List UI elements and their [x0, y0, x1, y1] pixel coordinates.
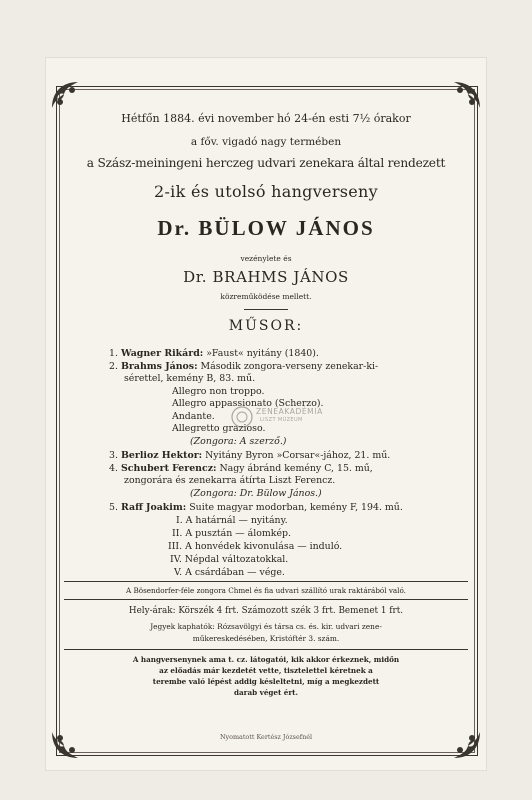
library-stamp [230, 403, 323, 433]
tickets-line: Jegyek kaphatók: Rózsavölgyi és társa cs. és. kir. udvari zene- [150, 622, 382, 631]
movement: Allegretto grazioso. [172, 423, 266, 434]
divider [64, 599, 468, 600]
piano-note: A Bösendorfer-féle zongora Chmel és fia udvari szállító urak raktárából való. [126, 586, 406, 595]
seal-icon [230, 405, 254, 429]
work-title: Második zongora-verseny zenekar-ki- [197, 361, 379, 372]
composer-name: Schubert Ferencz: [121, 463, 217, 474]
venue-line: a főv. vigadó nagy termében [190, 136, 342, 148]
printer-line: Nyomatott Kertész Józsefnél [219, 733, 313, 741]
work-title: Nagy ábránd kemény C, 15. mű, [216, 463, 373, 474]
notice-line: darab véget ért. [233, 688, 298, 697]
notice-line: A hangversenynek ama t. cz. látogatói, kik akkor érkeznek, midőn [132, 655, 400, 664]
soloist-name: Dr. BRAHMS JÁNOS [183, 268, 349, 286]
work-title-continued: zongorára és zenekarra átírta Liszt Ferencz. [124, 475, 336, 486]
divider [64, 649, 468, 650]
divider [244, 309, 288, 310]
movement: II. A pusztán — álomkép. [172, 528, 291, 539]
work-title: »Faust« nyitány (1840). [203, 348, 319, 359]
work-title: Suite magyar modorban, kemény F, 194. mű. [186, 502, 403, 513]
tickets-line: műkereskedésében, Kristóftér 3. szám. [192, 634, 340, 643]
composer-name: Wagner Rikárd: [121, 348, 204, 359]
movement: Andante. [172, 411, 215, 422]
soloist-role: közreműködése mellett. [220, 292, 312, 301]
movement: I. A határnál — nyitány. [176, 515, 288, 526]
item-number: 2. [109, 361, 118, 372]
performer-note: (Zongora: Dr. Bülow János.) [190, 488, 322, 499]
composer-name: Raff Joakim: [121, 502, 187, 513]
movement: III. A honvédek kivonulása — induló. [168, 541, 343, 552]
notice-line: terembe való lépést addig késleltetni, míg a megkezdett [152, 677, 380, 686]
prices-line: Hely-árak: Körszék 4 frt. Számozott szék 3 frt. Bemenet 1 frt. [128, 606, 404, 616]
program-item-3 [104, 450, 390, 461]
composer-name: Berlioz Hektor: [121, 450, 203, 461]
item-number: 4. [109, 463, 118, 474]
movement: Allegro non troppo. [172, 386, 265, 397]
corner-ornament-icon [450, 78, 484, 112]
conductor-role: vezénylete és [240, 254, 292, 263]
item-number: 1. [109, 348, 118, 359]
composer-name: Brahms János: [121, 361, 198, 372]
item-number: 3. [109, 450, 118, 461]
program-item-4 [104, 463, 373, 474]
program-item-1 [104, 348, 319, 359]
movement: V. A csárdában — vége. [174, 567, 285, 578]
orchestra-line: a Szász-meiningeni herczeg udvari zenekara által rendezett [86, 156, 446, 170]
program-item-5 [104, 502, 403, 513]
divider [64, 581, 468, 582]
movement: IV. Népdal változatokkal. [170, 554, 289, 565]
corner-ornament-icon [48, 78, 82, 112]
item-number: 5. [109, 502, 118, 513]
program-item-2 [104, 361, 378, 372]
performer-note: (Zongora: A szerző.) [190, 436, 287, 447]
conductor-name: Dr. BÜLOW JÁNOS [157, 216, 375, 240]
work-title: Nyitány Byron »Corsar«-jához, 21. mű. [202, 450, 391, 461]
work-title-continued: sérettel, kemény B, 83. mű. [124, 373, 256, 384]
program-heading: MŰSOR: [228, 318, 304, 334]
concert-title: 2-ik és utolsó hangverseny [153, 182, 379, 201]
stamp-text: ZENEAKADÉMIA [256, 407, 323, 416]
stamp-text: LISZT MÚZEUM [260, 417, 303, 423]
date-line: Hétfőn 1884. évi november hó 24-én esti 7½ órakor [121, 112, 411, 125]
notice-line: az előadás már kezdetét vette, tisztelettel kéretnek a [159, 666, 373, 675]
movement: Allegro appassionato (Scherzo). [172, 398, 324, 409]
